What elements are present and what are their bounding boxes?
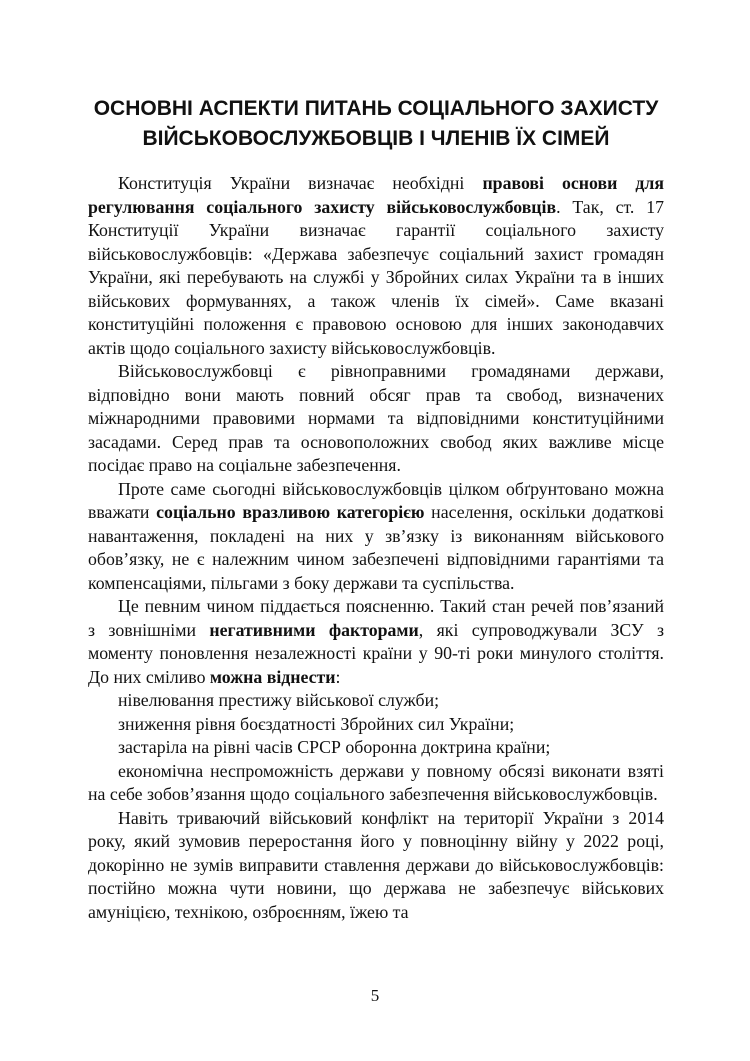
- paragraph-3-text-a: Проте саме сьогодні військовослужбовців цілком обґрунтовано можна вважати: [88, 478, 664, 522]
- paragraph-4-bold-2: можна віднести: [209, 666, 336, 687]
- title-line-2: ВІЙСЬКОВОСЛУЖБОВЦІВ І ЧЛЕНІВ ЇХ СІМЕЙ: [142, 127, 610, 150]
- paragraph-5: Навіть триваючий військовий конфлікт на території України з 2014 року, який зумовив переростання його у повноцінну війну у 2022 році, докорінно не зумів виправити ставлення держави до військовослужбовців: постійно можна чути новини, що держава не забезпечує військових амуніцією, технікою, озброєнням, їжею та: [88, 807, 664, 922]
- paragraph-4-text-c: , які супроводжували ЗСУ з моменту поновлення незалежності країни у 90-ті роки минулого століття. До них сміливо: [88, 619, 664, 687]
- paragraph-4-text-a: Це певним чином піддається поясненню. Такий стан речей пов’язаний з зовнішніми: [88, 596, 664, 640]
- page-number: 5: [370, 986, 380, 1005]
- paragraph-4-text-e: :: [335, 666, 341, 687]
- body-text: [88, 172, 664, 924]
- paragraph-1-text-a: Конституція України визначає необхідні: [118, 173, 483, 193]
- paragraph-2: Військовослужбовці є рівноправними громадянами держави, відповідно вони мають повний обсяг прав та свобод, визначених міжнародними правовими нормами та відповідними конституційними засадами. Серед прав та основоположних свобод яких важливе місце посідає право на соціальне забезпечення.: [88, 361, 664, 475]
- paragraph-3: [88, 478, 664, 596]
- paragraph-1: [88, 172, 664, 360]
- title-line-1: ОСНОВНІ АСПЕКТИ ПИТАНЬ СОЦІАЛЬНОГО ЗАХИСТУ: [93, 97, 659, 120]
- paragraph-1-text-c: . Так, ст. 17 Конституції України визначає гарантії соціального захисту військовослужбовців: «Держава забезпечує соціальний захист громадян України, які перебувають на службі у Збройних силах України та в інших військових формуваннях, а також членів їх сімей». Саме вказані конституційні положення є правовою основою для інших законодавчих актів щодо соціального захисту військовослужбовців.: [88, 196, 665, 358]
- document-page: [88, 94, 664, 924]
- page-title: [88, 94, 664, 154]
- list-item: зниження рівня боєздатності Збройних сил України;: [118, 713, 515, 734]
- paragraph-3-bold: соціально вразливою категорією: [156, 502, 425, 522]
- list-item: застаріла на рівні часів СРСР оборонна доктрина країни;: [118, 737, 551, 757]
- paragraph-3-text-c: населення, оскільки додаткові навантаження, покладені на них у зв’язку із виконанням військового обов’язку, не є належним чином забезпечені відповідними гарантіями та компенсаціями, пільгами з боку держави та суспільства.: [88, 502, 664, 593]
- paragraph-4: [88, 595, 664, 689]
- paragraph-1-bold: правові основи для регулювання соціального захисту військовослужбовців: [88, 173, 664, 217]
- paragraph-4-bold-1: негативними факторами: [209, 619, 419, 640]
- list-item: економічна неспроможність держави у повному обсязі виконати взяті на себе зобов’язання щодо соціального забезпечення військовослужбовців.: [88, 760, 664, 804]
- list-item: нівелювання престижу військової служби;: [118, 690, 440, 710]
